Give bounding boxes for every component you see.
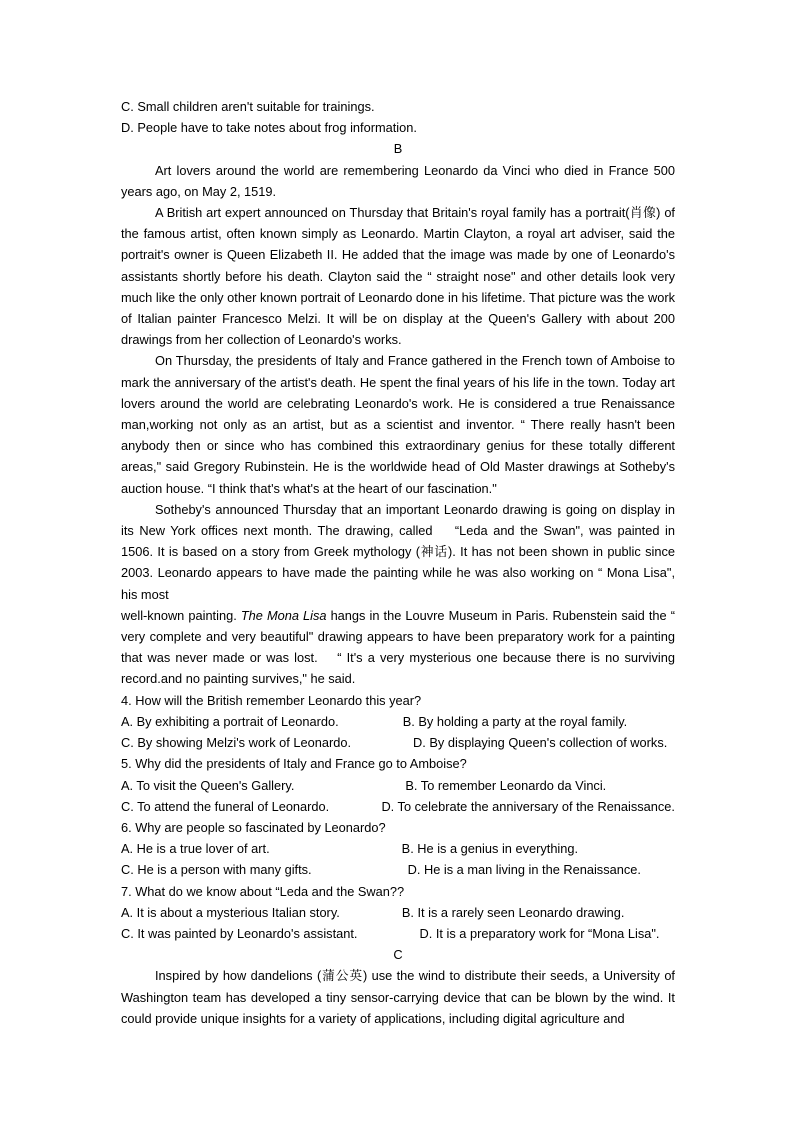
option-a[interactable]: A. To visit the Queen's Gallery.	[121, 777, 295, 793]
option-row	[121, 775, 675, 796]
option-c[interactable]: C. By showing Melzi's work of Leonardo.	[121, 735, 352, 751]
section-heading-c: C	[393, 947, 403, 963]
passage-paragraph-final	[121, 605, 675, 690]
option-a[interactable]: A. He is a true lover of art.	[121, 841, 270, 857]
option-b[interactable]: B. By holding a party at the royal family.	[402, 713, 628, 729]
passage-paragraph: Sotheby's announced Thursday that an important Leonardo drawing is going on display in its New York offices next month. The drawing, called “Leda and the Swan", was painted in 1506. It is based on a story from Greek mythology (神话). It has not been shown in public since 2003. Leonardo appears to have made the painting while he was also working on “ Mona Lisa", his most	[121, 501, 675, 602]
option-row	[121, 796, 675, 817]
option-d[interactable]: D. It is a preparatory work for “Mona Lisa".	[419, 925, 660, 941]
paragraph-text-before-title: well-known painting.	[121, 607, 241, 623]
section-heading-b: B	[393, 141, 403, 157]
option-b[interactable]: B. He is a genius in everything.	[401, 841, 579, 857]
option-c[interactable]: C. He is a person with many gifts.	[121, 862, 312, 878]
question-block	[121, 881, 675, 945]
option-row	[121, 711, 675, 732]
option-d[interactable]: D. He is a man living in the Renaissance.	[407, 862, 641, 878]
document-body	[121, 96, 675, 1029]
passage-paragraph: On Thursday, the presidents of Italy and France gathered in the French town of Amboise to mark the anniversary of the artist's death. He spent the final years of his life in the town. Today art lovers around the world are celebrating Leonardo's work. He is considered a true Renaissance man,working not only as an artist, but as a scientist and inventor. “ There really hasn't been anybody then or since who has combined this extraordinary genius for these totally different areas," said Gregory Rubinstein. He is the worldwide head of Old Master drawings at Sotheby's auction house. “I think that's what's at the heart of our fascination."	[121, 353, 675, 496]
option-b[interactable]: B. It is a rarely seen Leonardo drawing.	[401, 904, 625, 920]
work-title-mona-lisa: The Mona Lisa	[240, 607, 327, 623]
option-row	[121, 902, 675, 923]
option-a[interactable]: A. It is about a mysterious Italian story.	[121, 904, 340, 920]
question-block	[121, 817, 675, 881]
option-a[interactable]: A. By exhibiting a portrait of Leonardo.	[121, 713, 339, 729]
paragraph-text-after-title: hangs in the Louvre Museum in Paris. Rubenstein said the “ very complete and very beautiful" drawing appears to have been preparatory work for a painting that was never made or was lost. “ It's a very mysterious one because there is no surviving record.and no painting survives," he said.	[121, 607, 675, 687]
option-row	[121, 859, 675, 880]
leftover-option-c: C. Small children aren't suitable for trainings.	[121, 99, 375, 114]
leftover-option-d: D. People have to take notes about frog information.	[121, 120, 417, 136]
passage-paragraph: Inspired by how dandelions (蒲公英) use the wind to distribute their seeds, a University of Washington team has developed a tiny sensor-carrying device that can be blown by the wind. It could provide unique insights for a variety of applications, including digital agriculture and	[121, 968, 675, 1026]
question-stem: 5. Why did the presidents of Italy and France go to Amboise?	[121, 756, 467, 772]
question-stem: 7. What do we know about “Leda and the Swan??	[121, 883, 405, 899]
option-c[interactable]: C. To attend the funeral of Leonardo.	[121, 798, 330, 814]
passage-paragraph: A British art expert announced on Thursday that Britain's royal family has a portrait(肖像) of the famous artist, often known simply as Leonardo. Martin Clayton, a royal art adviser, said the portrait's owner is Queen Elizabeth II. He added that the image was made by one of Leonardo's assistants shortly before his death. Clayton said the “ straight nose" and other details look very much like the only other known portrait of Leonardo done in his lifetime. That picture was the work of Italian painter Francesco Melzi. It will be on display at the Queen's Gallery with about 200 drawings from her collection of Leonardo's works.	[121, 205, 675, 348]
passage-paragraph: Art lovers around the world are remembering Leonardo da Vinci who died in France 500 years ago, on May 2, 1519.	[121, 162, 675, 199]
option-d[interactable]: D. To celebrate the anniversary of the Renaissance.	[381, 798, 675, 814]
option-b[interactable]: B. To remember Leonardo da Vinci.	[405, 777, 607, 793]
option-row	[121, 923, 675, 944]
question-block	[121, 753, 675, 817]
option-c[interactable]: C. It was painted by Leonardo's assistant.	[121, 925, 358, 941]
question-block	[121, 690, 675, 754]
option-row	[121, 732, 675, 753]
question-stem: 6. Why are people so fascinated by Leonardo?	[121, 819, 386, 835]
option-d[interactable]: D. By displaying Queen's collection of works.	[413, 735, 668, 751]
option-row	[121, 838, 675, 859]
question-stem: 4. How will the British remember Leonardo this year?	[121, 692, 422, 708]
